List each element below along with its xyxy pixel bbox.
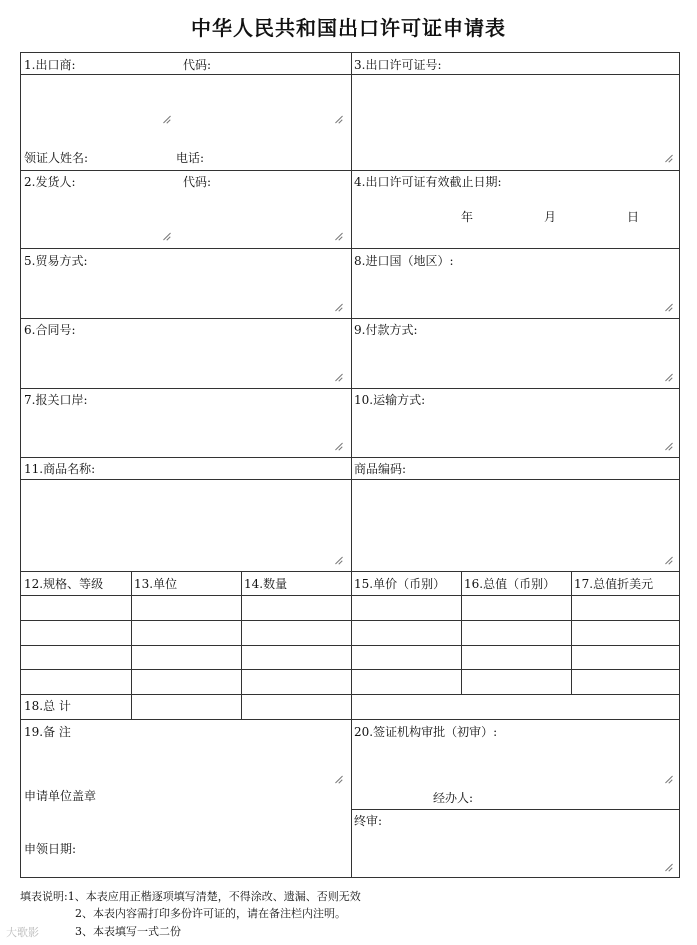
row-divider <box>21 645 679 646</box>
col-divider <box>571 571 572 695</box>
table-header-unit-price: 15.单价（币别） <box>354 577 446 591</box>
table-header-spec: 12.规格、等级 <box>24 577 104 591</box>
resize-grip-icon[interactable] <box>335 232 343 240</box>
resize-grip-icon[interactable] <box>335 556 343 564</box>
table-header-unit: 13.单位 <box>134 577 178 591</box>
day-label: 日 <box>627 210 640 224</box>
resize-grip-icon[interactable] <box>163 232 171 240</box>
col-divider <box>351 571 352 719</box>
month-label: 月 <box>544 210 557 224</box>
row-divider <box>21 457 679 458</box>
resize-grip-icon[interactable] <box>665 373 673 381</box>
col-divider <box>461 571 462 695</box>
year-label: 年 <box>461 210 474 224</box>
row-divider <box>21 595 679 596</box>
row-divider <box>21 318 679 319</box>
col-divider <box>131 571 132 719</box>
customs-port-label: 7.报关口岸: <box>24 393 88 407</box>
resize-grip-icon[interactable] <box>665 303 673 311</box>
table-header-total-value: 16.总值（币别） <box>464 577 556 591</box>
resize-grip-icon[interactable] <box>335 373 343 381</box>
instructions-line-1: 填表说明:1、本表应用正楷逐项填写清楚，不得涂改、遗漏、否则无效 <box>20 890 361 903</box>
row-divider <box>21 388 679 389</box>
resize-grip-icon[interactable] <box>335 115 343 123</box>
exporter-label: 1.出口商: <box>24 58 76 72</box>
row-divider <box>21 571 679 572</box>
handler-label: 经办人: <box>433 791 474 805</box>
resize-grip-icon[interactable] <box>665 863 673 871</box>
watermark-logo: 大歌影 <box>6 926 39 939</box>
resize-grip-icon[interactable] <box>163 115 171 123</box>
import-country-label: 8.进口国（地区）: <box>354 254 454 268</box>
collector-name-label: 领证人姓名: <box>24 151 89 165</box>
consignor-code-label: 代码: <box>183 175 212 189</box>
goods-code-label: 商品编码: <box>354 462 407 476</box>
trade-mode-label: 5.贸易方式: <box>24 254 88 268</box>
row-divider <box>21 620 679 621</box>
phone-label: 电话: <box>176 151 205 165</box>
expiry-date-label: 4.出口许可证有效截止日期: <box>354 175 502 189</box>
goods-name-label: 11.商品名称: <box>24 462 96 476</box>
row-divider <box>21 479 351 480</box>
final-review-label: 终审: <box>354 814 383 828</box>
resize-grip-icon[interactable] <box>665 154 673 162</box>
transport-mode-label: 10.运输方式: <box>354 393 426 407</box>
applicant-seal-label: 申请单位盖章 <box>24 789 97 803</box>
row-divider <box>21 248 679 249</box>
resize-grip-icon[interactable] <box>335 442 343 450</box>
col-divider <box>241 571 242 719</box>
resize-grip-icon[interactable] <box>665 556 673 564</box>
instructions-line-2: 2、本表内容需打印多份许可证的，请在备注栏内注明。 <box>75 907 346 920</box>
resize-grip-icon[interactable] <box>335 303 343 311</box>
approval-label: 20.签证机构审批（初审）: <box>354 725 498 739</box>
row-divider <box>21 170 679 171</box>
table-header-quantity: 14.数量 <box>244 577 288 591</box>
contract-number-label: 6.合同号: <box>24 323 76 337</box>
row-divider <box>351 479 679 480</box>
instructions-line-3: 3、本表填写一式二份 <box>75 925 181 938</box>
form-title: 中华人民共和国出口许可证申请表 <box>191 16 506 40</box>
resize-grip-icon[interactable] <box>665 442 673 450</box>
remarks-label: 19.备 注 <box>24 725 71 739</box>
row-divider <box>351 809 679 810</box>
payment-method-label: 9.付款方式: <box>354 323 418 337</box>
col-divider <box>351 53 352 571</box>
consignor-label: 2.发货人: <box>24 175 76 189</box>
table-total-label: 18.总 计 <box>24 699 71 713</box>
col-divider <box>351 719 352 877</box>
export-license-form <box>20 52 680 878</box>
license-number-label: 3.出口许可证号: <box>354 58 442 72</box>
table-header-usd-value: 17.总值折美元 <box>574 577 654 591</box>
row-divider <box>21 74 679 75</box>
row-divider <box>21 694 679 695</box>
row-divider <box>21 669 679 670</box>
row-divider <box>21 719 679 720</box>
resize-grip-icon[interactable] <box>665 775 673 783</box>
resize-grip-icon[interactable] <box>335 775 343 783</box>
exporter-code-label: 代码: <box>183 58 212 72</box>
application-date-label: 申领日期: <box>24 842 77 856</box>
